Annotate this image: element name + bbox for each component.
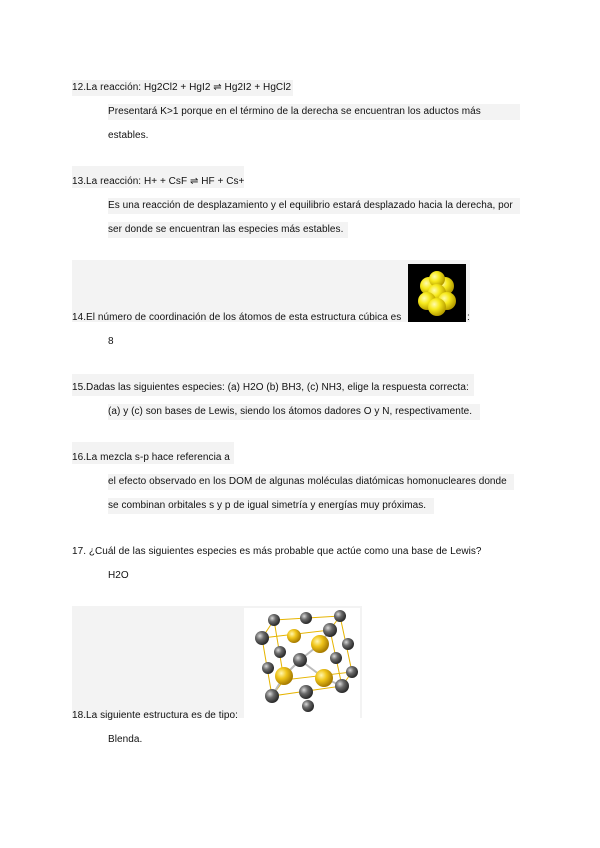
question-14-colon: :	[467, 312, 470, 323]
question-17-answer: H2O	[108, 570, 129, 581]
question-18-prompt: 18.La siguiente estructura es de tipo:	[72, 710, 238, 721]
cubic-structure-illustration	[408, 264, 466, 322]
cubic-structure-image	[408, 264, 466, 322]
question-17-prompt: 17. ¿Cuál de las siguientes especies es más probable que actúe como una base de Lewis?	[72, 546, 482, 557]
question-13-answer-line-2: ser donde se encuentran las especies más estables.	[108, 222, 348, 238]
question-16-answer-line-2: se combinan orbitales s y p de igual simetría y energías muy próximas.	[108, 498, 434, 514]
question-14-answer: 8	[108, 336, 114, 347]
question-12-answer-line-1: Presentará K>1 porque en el término de la derecha se encuentran los aductos más	[108, 104, 520, 120]
question-13-answer-line-1: Es una reacción de desplazamiento y el equilibrio estará desplazado hacia la derecha, por	[108, 198, 520, 214]
blende-structure-illustration	[244, 608, 360, 718]
question-16-answer-line-1: el efecto observado en los DOM de algunas moléculas diatómicas homonucleares donde	[108, 474, 514, 490]
blende-structure-image	[244, 608, 360, 718]
question-12-answer-line-2: estables.	[108, 130, 149, 141]
question-18-answer: Blenda.	[108, 734, 143, 745]
question-15-prompt: 15.Dadas las siguientes especies: (a) H2O (b) BH3, (c) NH3, elige la respuesta correcta:	[72, 382, 469, 393]
question-16-prompt: 16.La mezcla s-p hace referencia a	[72, 452, 230, 463]
question-14-prompt	[72, 310, 401, 326]
question-13-prompt: 13.La reacción: H+ + CsF ⇌ HF + Cs+	[72, 176, 245, 187]
question-14-prompt-text: 14.El número de coordinación de los átomos de esta estructura cúbica es	[72, 312, 402, 323]
question-15-answer: (a) y (c) son bases de Lewis, siendo los átomos dadores O y N, respectivamente.	[108, 404, 480, 420]
question-12-prompt: 12.La reacción: Hg2Cl2 + HgI2 ⇌ Hg2I2 + HgCl2	[72, 80, 293, 96]
